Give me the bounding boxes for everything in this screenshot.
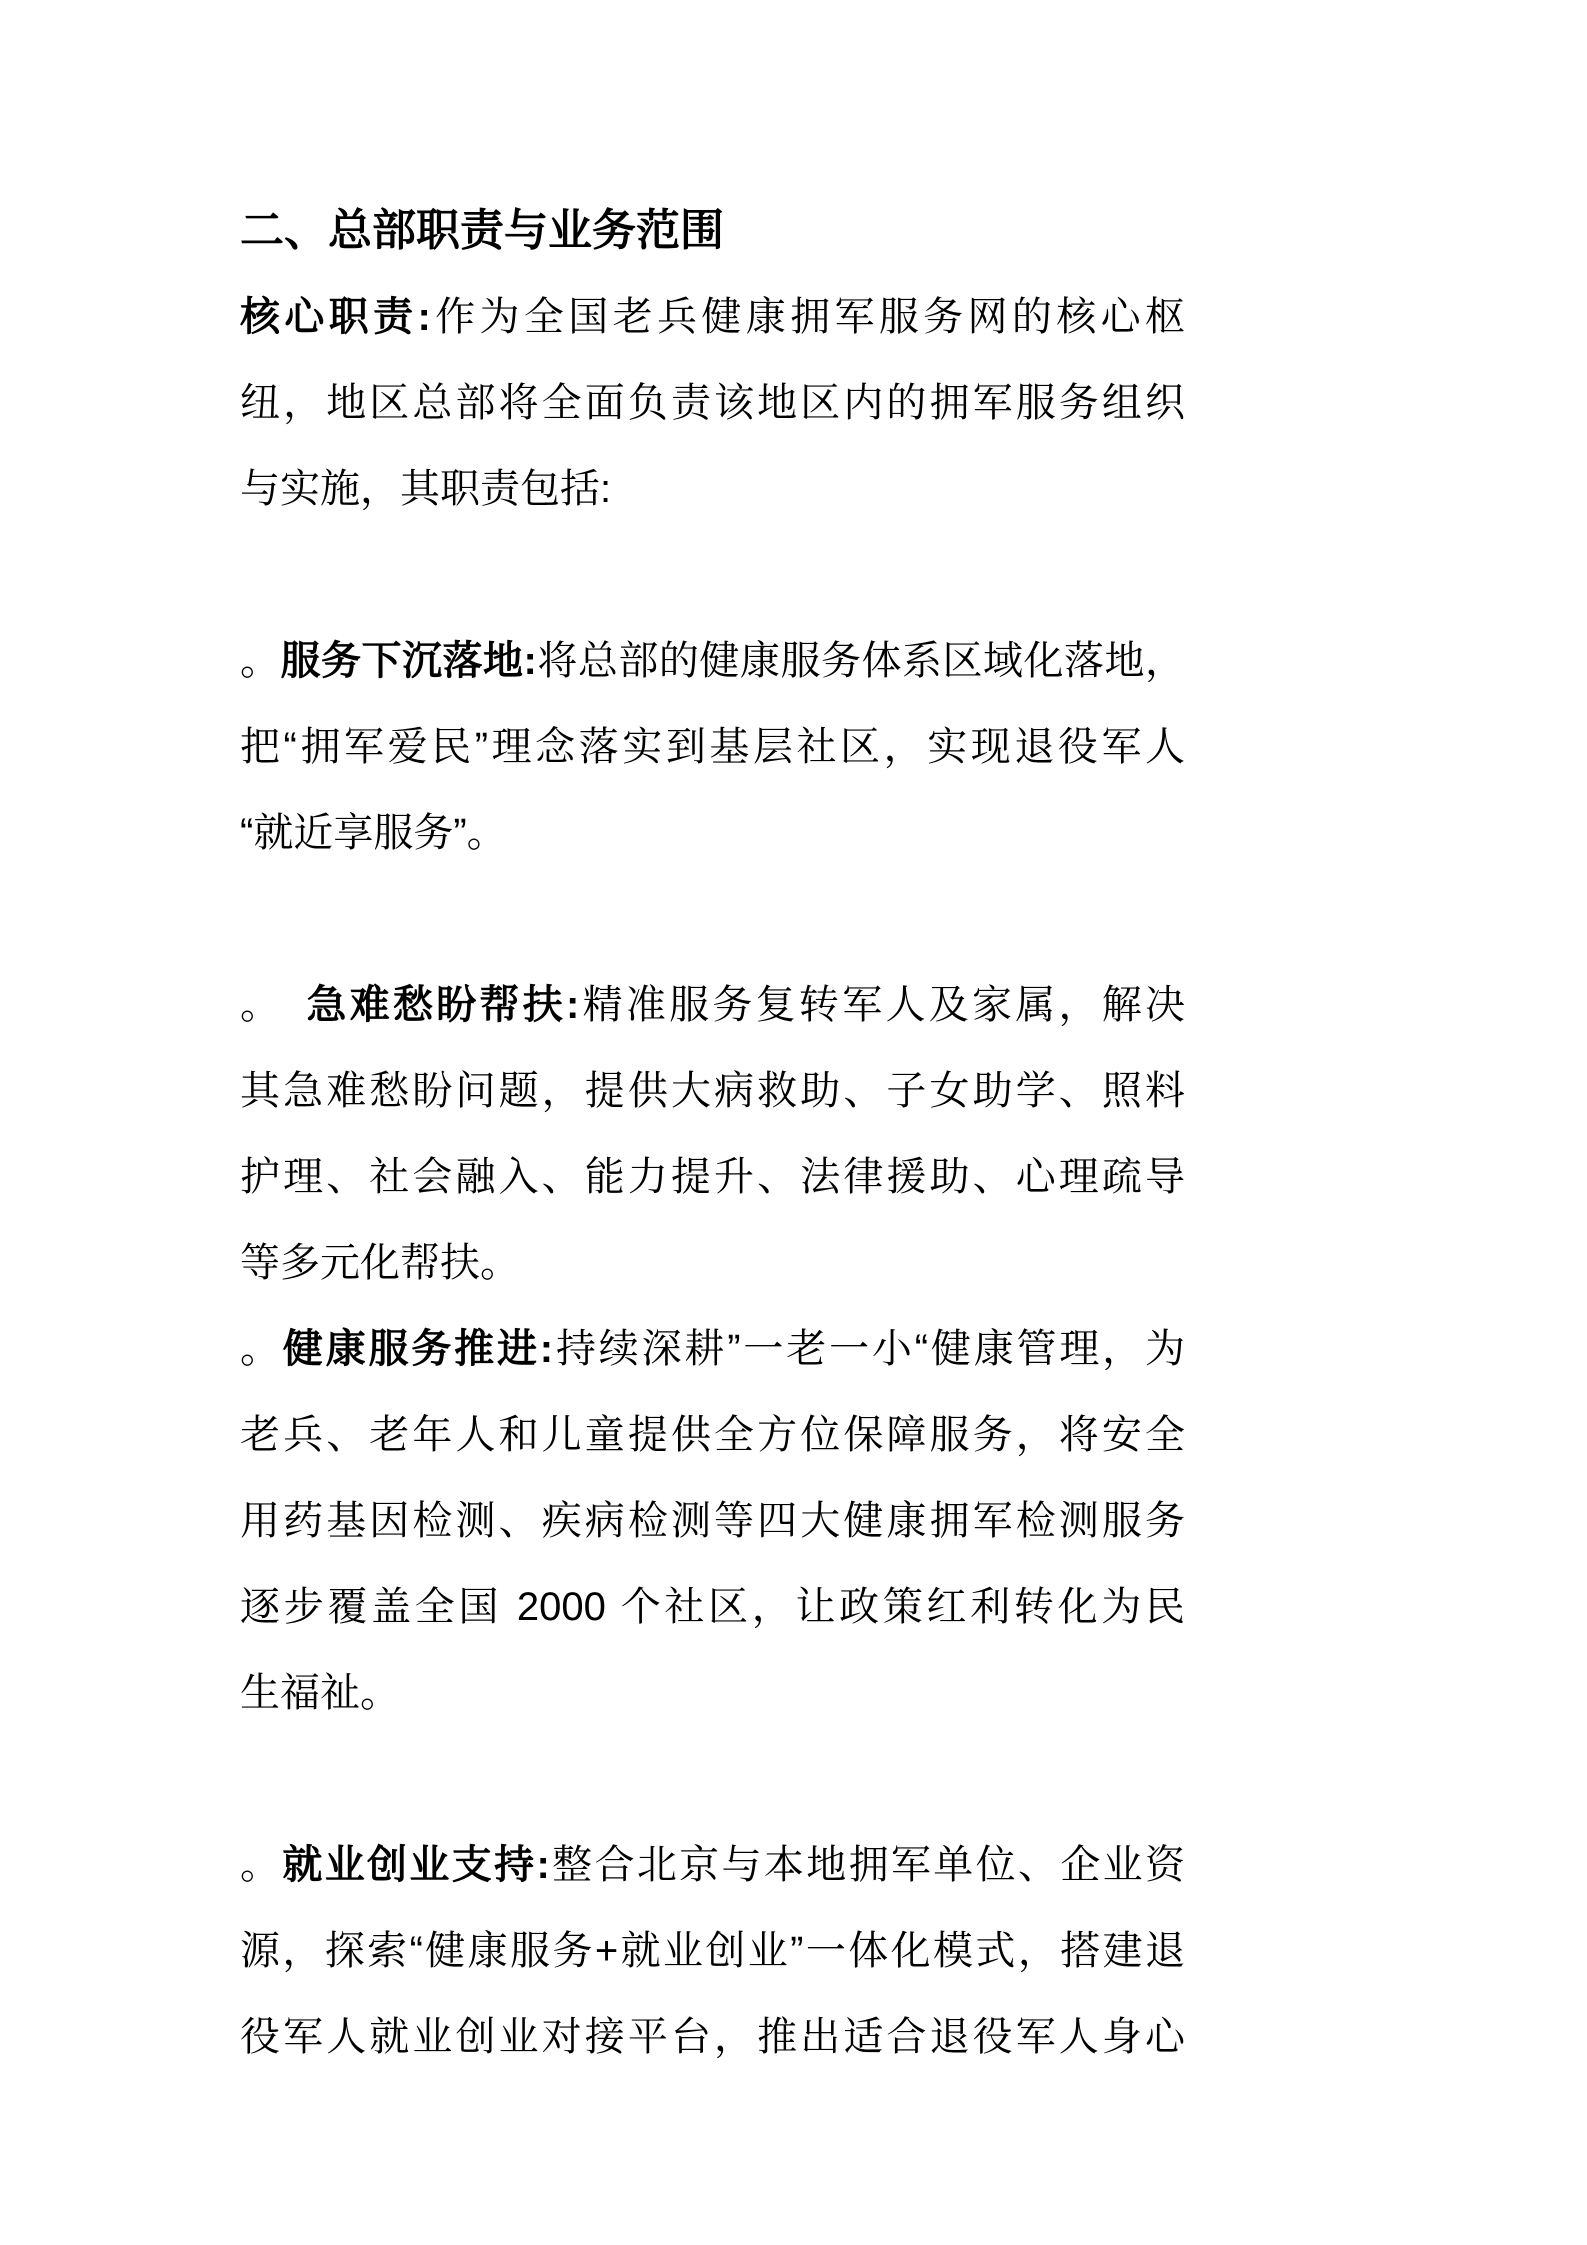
heading-text: 二、总部职责与业务范围 [240,206,724,255]
line-bullet: 。 [240,639,281,683]
text-line [240,1220,1185,1306]
text-line [240,1392,1185,1478]
paragraph-spacer [240,532,1185,618]
text-line [240,704,1185,790]
text-line [240,790,1185,876]
line-text-segment: 精准服务复转军人及家属，解决 [579,983,1185,1027]
text-line [240,1994,1185,2080]
text-line [240,1134,1185,1220]
line-bullet: 。 [240,1327,283,1371]
line-text-segment: 逐步覆盖全国 2000 个社区，让政策红利转化为民 [240,1585,1185,1629]
text-line [240,1908,1185,1994]
line-text-segment: 护理、社会融入、能力提升、法律援助、心理疏导 [240,1155,1185,1199]
text-line [240,618,1185,704]
line-bold-segment: 急难愁盼帮扶: [306,983,580,1027]
line-text-segment: 等多元化帮扶。 [240,1241,520,1285]
line-text-segment: 与实施，其职责包括: [240,467,612,511]
paragraph-spacer [240,876,1185,962]
line-text-segment: 纽，地区总部将全面负责该地区内的拥军服务组织 [240,381,1185,425]
line-bold-segment: 就业创业支持: [282,1843,550,1887]
line-text-segment: 整合北京与本地拥军单位、企业资 [549,1843,1185,1887]
line-text-segment: 把“拥军爱民”理念落实到基层社区，实现退役军人 [240,725,1185,769]
line-text-segment: 役军人就业创业对接平台，推出适合退役军人身心 [240,2015,1185,2059]
text-line [240,1048,1185,1134]
text-line [240,1650,1185,1736]
line-bullet: 。 [240,983,307,1027]
line-text-segment: 其急难愁盼问题，提供大病救助、子女助学、照料 [240,1069,1185,1113]
line-text-segment: 源，探索“健康服务+就业创业”一体化模式，搭建退 [240,1929,1185,1973]
paragraph-spacer [240,1736,1185,1822]
line-bullet: 。 [240,1843,283,1887]
line-text-segment: 作为全国老兵健康拥军服务网的核心枢 [430,295,1185,339]
line-bold-segment: 核心职责: [240,295,431,339]
text-line [240,1478,1185,1564]
text-line [240,1822,1185,1908]
text-line [240,962,1185,1048]
line-text-segment: 将总部的健康服务体系区域化落地， [536,639,1185,683]
line-text-segment: 持续深耕”一老一小“健康管理，为 [553,1327,1185,1371]
text-line [240,446,1185,532]
line-bold-segment: 健康服务推进: [282,1327,554,1371]
text-line [240,1306,1185,1392]
text-line [240,1564,1185,1650]
line-text-segment: 用药基因检测、疾病检测等四大健康拥军检测服务 [240,1499,1185,1543]
text-line [240,274,1185,360]
text-line [240,360,1185,446]
line-text-segment: 老兵、老年人和儿童提供全方位保障服务，将安全 [240,1413,1185,1457]
document-heading [240,188,1185,274]
line-text-segment: “就近享服务”。 [240,811,507,855]
line-bold-segment: 服务下沉落地: [280,639,537,683]
line-text-segment: 生福祉。 [240,1671,400,1715]
document-body [240,188,1185,2080]
